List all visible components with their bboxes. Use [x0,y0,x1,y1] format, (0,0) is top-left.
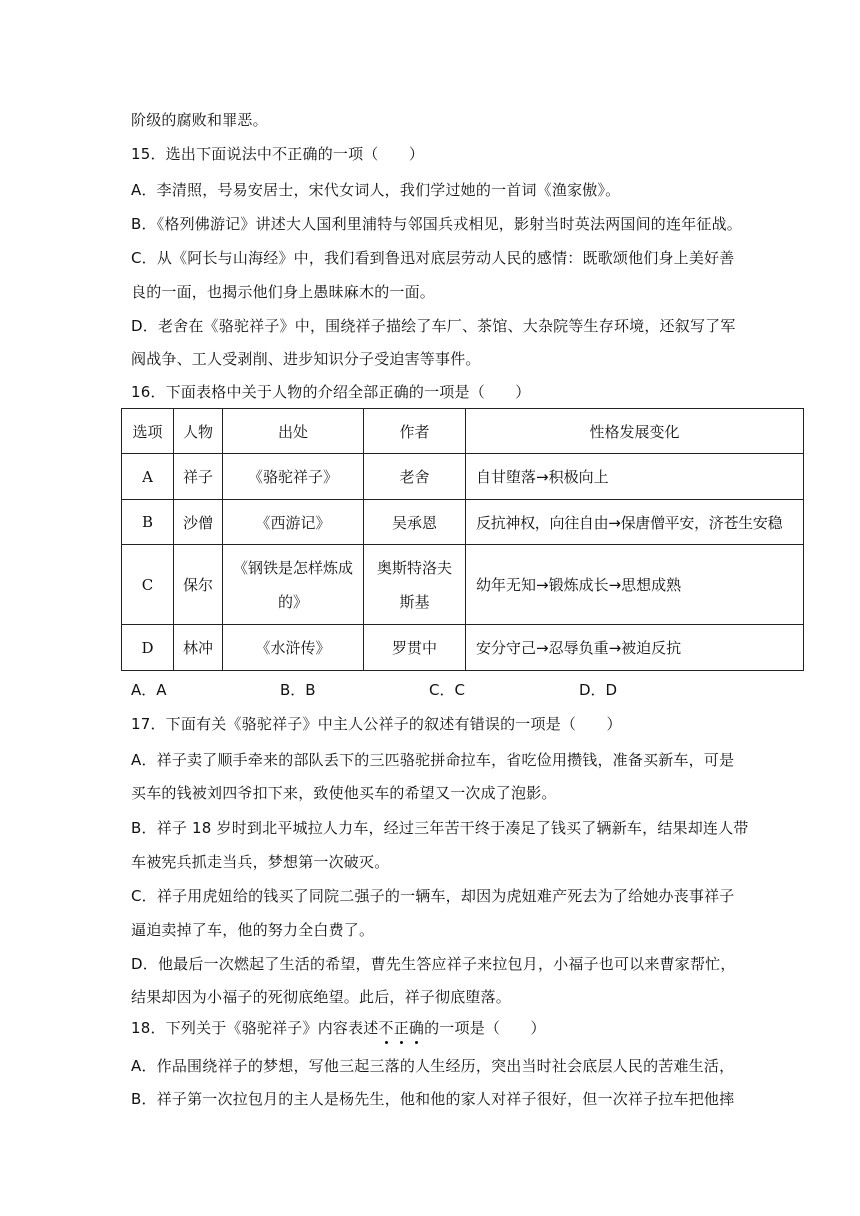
table-header-row [122,409,804,454]
row-option: B [122,500,174,545]
character-table [121,408,804,671]
question-16-stem: 16．下面表格中关于人物的介绍全部正确的一项是（ ） [131,383,531,401]
question-17-stem: 17．下面有关《骆驼祥子》中主人公祥子的叙述有错误的一项是（ ） [131,715,622,733]
row-source [223,545,364,625]
q15-option-c: C．从《阿长与山海经》中，我们看到鲁迅对底层劳动人民的感情：既歌颂他们身上美好善 [131,249,735,267]
row-option: D [122,625,174,671]
question-15-stem: 15．选出下面说法中不正确的一项（ ） [131,145,425,163]
row-change: 自甘堕落→积极向上 [466,454,804,500]
row-author: 罗贯中 [364,625,466,671]
emphasis-char: 不 [378,1019,394,1037]
table-row [122,545,804,625]
row-author-line: 斯基 [399,592,430,611]
q15-option-a: A．李清照，号易安居士，宋代女词人，我们学过她的一首词《渔家傲》。 [131,181,621,199]
q18-suffix: 的一项是（ ） [424,1019,546,1037]
text-line: 阶级的腐败和罪恶。 [131,111,268,129]
text-line: 买车的钱被刘四爷扣下来，致使他买车的希望又一次成了泡影。 [131,784,557,802]
table-row [122,454,804,500]
q18-option-a: A．作品围绕祥子的梦想，写他三起三落的人生经历，突出当时社会底层人民的苦难生活， [131,1057,735,1075]
q17-option-a: A．祥子卖了顺手牵来的部队丢下的三匹骆驼拼命拉车，省吃俭用攒钱，准备买新车，可是 [131,751,735,769]
q17-option-d: D．他最后一次燃起了生活的希望，曹先生答应祥子来拉包月，小福子也可以来曹家帮忙， [131,955,736,973]
header-source: 出处 [223,409,364,454]
row-author-line: 奥斯特洛夫 [376,558,452,577]
text-line: 良的一面，也揭示他们身上愚昧麻木的一面。 [131,283,436,301]
q15-option-b: B．《格列佛游记》讲述大人国利里浦特与邻国兵戎相见，影射当时英法两国间的连年征战。 [131,215,742,233]
row-person: 保尔 [174,545,223,625]
emphasis-char: 确 [408,1019,425,1037]
text-line: 结果却因为小福子的死彻底绝望。此后，祥子彻底堕落。 [131,988,512,1006]
header-author: 作者 [364,409,466,454]
row-source-line: 《钢铁是怎样炼成 [232,558,353,577]
row-person: 沙僧 [174,500,223,545]
q16-option-b: B．B [280,681,316,699]
row-source: 《骆驼祥子》 [223,454,364,500]
q18-option-b: B．祥子第一次拉包月的主人是杨先生，他和他的家人对祥子很好，但一次祥子拉车把他摔 [131,1090,735,1108]
header-person: 人物 [174,409,223,454]
q16-option-c: C．C [429,681,465,699]
q16-option-d: D．D [579,681,618,699]
header-option: 选项 [122,409,174,454]
row-person: 林冲 [174,625,223,671]
q18-prefix: 18．下列关于《骆驼祥子》内容表述 [131,1019,379,1037]
q17-option-c: C．祥子用虎妞给的钱买了同院二强子的一辆车，却因为虎妞难产死去为了给她办丧事祥子 [131,887,735,905]
row-person: 祥子 [174,454,223,500]
text-line: 阀战争、工人受剥削、进步知识分子受迫害等事件。 [131,350,481,368]
row-option: A [122,454,174,500]
row-change: 反抗神权，向往自由→保唐僧平安，济苍生安稳 [466,500,804,545]
table-row [122,625,804,671]
q17-option-b: B．祥子 18 岁时到北平城拉人力车，经过三年苦干终于凑足了钱买了辆新车，结果却连人带 [131,819,749,837]
row-change: 幼年无知→锻炼成长→思想成熟 [466,545,804,625]
row-author [364,545,466,625]
row-source: 《西游记》 [223,500,364,545]
question-18-stem [131,1018,546,1038]
row-source-line: 的》 [277,592,308,611]
row-author: 老舍 [364,454,466,500]
row-option: C [122,545,174,625]
row-author: 吴承恩 [364,500,466,545]
row-source: 《水浒传》 [223,625,364,671]
row-change: 安分守己→忍辱负重→被迫反抗 [466,625,804,671]
header-change: 性格发展变化 [466,409,804,454]
text-line: 逼迫卖掉了车，他的努力全白费了。 [131,921,375,939]
emphasis-char: 正 [393,1019,409,1037]
table-row [122,500,804,545]
q16-option-a: A．A [131,681,167,699]
text-line: 车被宪兵抓走当兵，梦想第一次破灭。 [131,853,390,871]
q15-option-d: D．老舍在《骆驼祥子》中，围绕祥子描绘了车厂、茶馆、大杂院等生存环境，还叙写了军 [131,317,736,335]
